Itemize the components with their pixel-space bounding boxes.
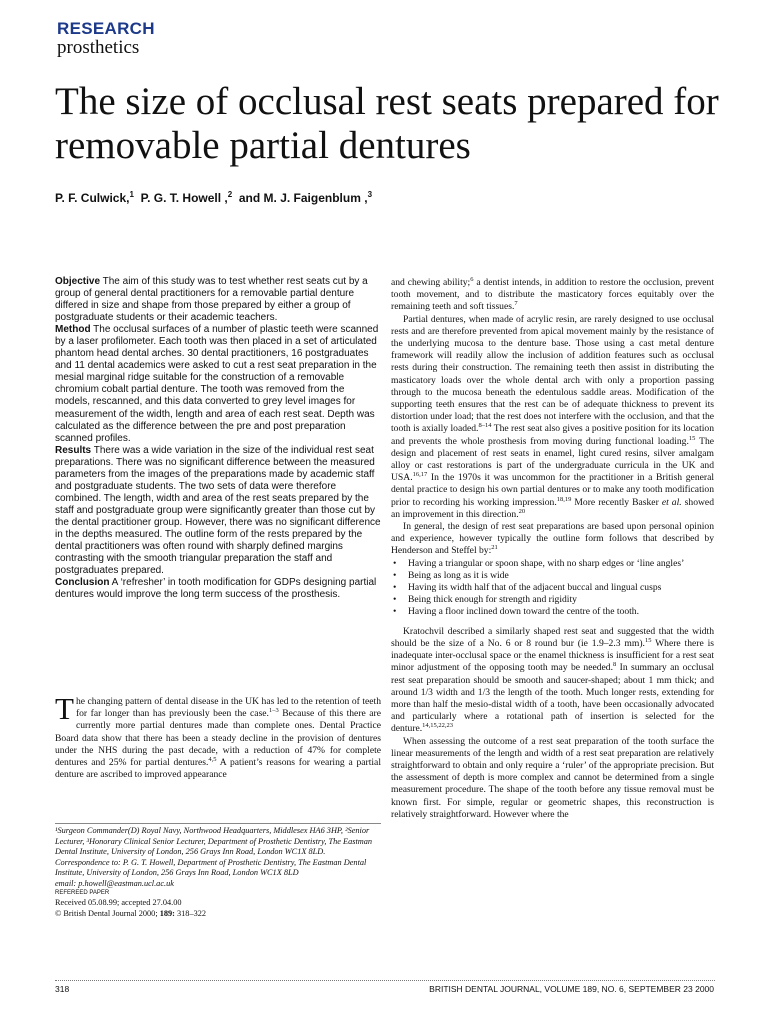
method-label: Method xyxy=(55,324,91,336)
copyright-pages: 318–322 xyxy=(174,908,207,918)
citation: 8 xyxy=(612,661,617,669)
intro-text-3: A patient’s reasons for wearing a partial denture are ascribed to improved appearance xyxy=(55,757,381,781)
section-label xyxy=(57,20,155,58)
text-italic: et al. xyxy=(661,496,682,508)
copyright-text: © British Dental Journal 2000; xyxy=(55,908,160,918)
citation: 18,19 xyxy=(556,495,572,503)
section-name: RESEARCH xyxy=(57,19,155,38)
correspondence: Correspondence to: P. G. T. Howell, Department of Prosthetic Dentistry, The Eastman Dental Institute, University of London, 256 Grays Inn Road, London WC1X 8LD xyxy=(55,857,367,877)
text: and chewing ability; xyxy=(391,277,471,288)
method-text: The occlusal surfaces of a number of plastic teeth were scanned by a laser profilometer. Each tooth was then placed in a set of articulated phantom head dental arches. 30 dental practitioners, 16 postgraduates and 11 dental academics were asked to cut a rest seat preparation in the mesial marginal ridge suitable for the construction of a removable chromium cobalt partial denture. The tooth was removed from the models, rescanned, and this data converted to grey level images for measurement of the width, length and area of each rest seat. Depth was calculated as the difference between the pre and post preparation scanned profiles. xyxy=(55,324,379,444)
right-paragraph-1 xyxy=(391,277,714,314)
email: email: p.howell@eastman.ucl.ac.uk xyxy=(55,878,174,888)
text: showed an improvement in this direction. xyxy=(391,496,714,520)
right-column xyxy=(391,277,714,821)
text: Kratochvil described a similarly shaped rest seat and suggested that the width should be the size of a No. 6 or 8 round bur (ie 1.9–2.3 mm). xyxy=(391,625,714,649)
citation: 21 xyxy=(491,544,498,552)
conclusion-text: A ‘refresher’ in tooth modification for GDPs designing partial dentures would improve the long term success of the prosthesis. xyxy=(55,577,377,601)
rest-seat-criteria-list xyxy=(391,558,714,619)
text: In summary an occlusal rest seat preparation should be smooth and saucer-shaped; about 1 mm thick; and around 1/3 width and 1/3 the length of the tooth. Much longer rests, extending for more than half the mesio-distal width of a tooth, have been occasionally advocated and particularly where a rotational path of insertion is selected for the denture. xyxy=(391,662,715,735)
text: More recently Basker xyxy=(571,496,662,508)
conclusion-label: Conclusion xyxy=(55,577,110,589)
introduction xyxy=(55,691,381,781)
author-2: P. G. T. Howell , xyxy=(140,191,228,205)
list-item: • Having a triangular or spoon shape, with no sharp edges or ‘line angles’ xyxy=(391,558,714,570)
objective-label: Objective xyxy=(55,276,101,287)
citation: 14,15,22,23 xyxy=(422,722,454,730)
right-paragraph-2 xyxy=(391,314,714,521)
drop-cap: T xyxy=(55,691,74,726)
results-label: Results xyxy=(55,444,92,456)
copyright xyxy=(55,909,385,920)
list-item: • Being thick enough for strength and rigidity xyxy=(391,594,714,606)
citation: 8–14 xyxy=(478,422,492,430)
citation: 16,17 xyxy=(412,471,428,479)
text: In the 1970s it was uncommon for the practitioner in a British general dental practice to design his own partial dentures or to make any tooth modification prior to recording his working impression. xyxy=(391,472,714,508)
journal-citation: BRITISH DENTAL JOURNAL, VOLUME 189, NO. 6, SEPTEMBER 23 2000 xyxy=(429,984,714,994)
received-dates: Received 05.08.99; accepted 27.04.00 xyxy=(55,898,182,907)
copyright-volume: 189: xyxy=(159,908,175,918)
results-text: There was a wide variation in the size of the individual rest seat preparations. There was no significant difference between the measured parameters from the images of the preparations made by academic staff and postgraduate students. The two sets of data were therefore combined. The length, width and area of the rest seats prepared by the staff and postgraduate group were significantly greater than those cut by the dental practitioner group. However, there was no significant difference in the depths measured. The outline form of the rests prepared by the dental practitioners was often round with sharply defined margins contrasting with the smooth triangular preparation the staff and postgraduates prepared. xyxy=(55,444,381,577)
citation: 4,5 xyxy=(208,755,217,763)
footer-divider xyxy=(55,980,715,981)
right-paragraph-5: When assessing the outcome of a rest seat preparation of the tooth surface the linear measurements of the length and width of a rest seat preparation are relatively straightforward to obtain and only require a ‘ruler’ of the appropriate precision. But the assessment of depth is more complex and cannot be determined from a single measurement procedure. The shape of the tooth before any tissue removal must be known first. For simple, regular or geometric shapes, this reconstruction is relatively straightforward. However where the xyxy=(391,735,714,820)
intro-text-2: Because of this there are currently more partial dentures made than complete ones. Dental Practice Board data show that there has been a steady decline in the provision of dentures under the NHS during the past decade, with a reduction of 47% for complete dentures and 25% for partial dentures. xyxy=(55,708,381,769)
text: The rest seat also gives a positive position for its location and prevents the whole prosthesis from moving during functional loading. xyxy=(391,423,714,447)
objective-text: The aim of this study was to test whether rest seats cut by a group of general dental practitioners for a removable partial denture differed in size and shape from those prepared by either a group of postgraduate students or their academic teachers. xyxy=(55,276,368,324)
article-title: The size of occlusal rest seats prepared for removable partial dentures xyxy=(55,80,719,167)
author-1-affiliation: 1 xyxy=(129,190,134,199)
intro-paragraph xyxy=(55,691,381,781)
abstract-results xyxy=(55,445,381,578)
author-2-affiliation: 2 xyxy=(227,190,233,199)
citation: 20 xyxy=(518,507,526,515)
author-1: P. F. Culwick, xyxy=(55,191,130,205)
text: Partial dentures, when made of acrylic resin, are rarely designed to use occlusal rests and are therefore prevented from apical movement mainly by the resistance of the underlying mucosa to the denture base. Those using a cast metal denture framework will readily allow the inclusion of addition features such as occlusal rests during their construction. The remaining teeth then assist in distributing the masticatory loads over the whole dental arch with only a proportion passing through to the mucosa beneath the edentulous saddle areas. Modification of the supporting teeth ensures that the rest can be of adequate thickness to prevent its distortion under load; that the rest does not interfere with the occlusion, and that the tooth is axially loaded. xyxy=(391,313,714,435)
right-paragraph-3 xyxy=(391,521,714,558)
abstract-conclusion xyxy=(55,577,381,601)
intro-text-1: he changing pattern of dental disease in the UK has led to the retention of teeth for far longer than has previously been the case. xyxy=(75,696,381,720)
citation: 15 xyxy=(688,434,696,442)
citation: 1–3 xyxy=(268,707,279,715)
abstract-objective xyxy=(55,276,381,324)
author-list xyxy=(55,188,372,205)
abstract-method xyxy=(55,324,381,444)
refereed-label: REFEREED PAPER xyxy=(55,890,110,896)
page-number: 318 xyxy=(55,984,70,994)
citation: 7 xyxy=(514,300,518,308)
author-3-affiliation: 3 xyxy=(367,190,373,199)
list-item: • Having its width half that of the adjacent buccal and lingual cusps xyxy=(391,582,714,594)
subsection-name: prosthetics xyxy=(57,37,140,58)
abstract xyxy=(55,276,381,601)
text: The design and placement of rest seats in enamel, light cured resins, silver amalgam alloy or cast restorations is part of the undergraduate curricula in the UK and USA. xyxy=(391,435,715,484)
right-paragraph-4 xyxy=(391,626,714,736)
list-item: • Having a floor inclined down toward the centre of the tooth. xyxy=(391,606,714,618)
text: In general, the design of rest seat preparations are based upon personal opinion and experience, however typically the outline form follows that described by Henderson and Steffel by: xyxy=(391,521,714,557)
spacer xyxy=(391,619,714,626)
text: a dentist intends, in addition to restore the occlusion, prevent tooth movement, and to distribute the masticatory forces equitably over the remaining teeth and soft tissues. xyxy=(391,277,714,313)
author-3: and M. J. Faigenblum , xyxy=(238,191,368,205)
citation: 6 xyxy=(470,275,474,283)
footnote-divider xyxy=(55,823,381,824)
list-item: • Being as long as it is wide xyxy=(391,570,714,582)
text: Where there is inadequate inter-occlusal space or the enamel thickness is insufficient for a rest seat minor adjustment of the opposing tooth may be needed. xyxy=(391,637,714,674)
footnotes xyxy=(55,826,385,919)
citation: 15 xyxy=(644,636,652,644)
affiliations: ¹Surgeon Commander(D) Royal Navy, Northwood Headquarters, Middlesex HA6 3HP, ²Senior Lecturer, ³Honorary Clinical Senior Lecturer, Department of Prosthetic Dentistry, The Eastman Dental Institute, University of London, 256 Grays Inn Road, London WC1X 8LD. xyxy=(55,826,373,856)
